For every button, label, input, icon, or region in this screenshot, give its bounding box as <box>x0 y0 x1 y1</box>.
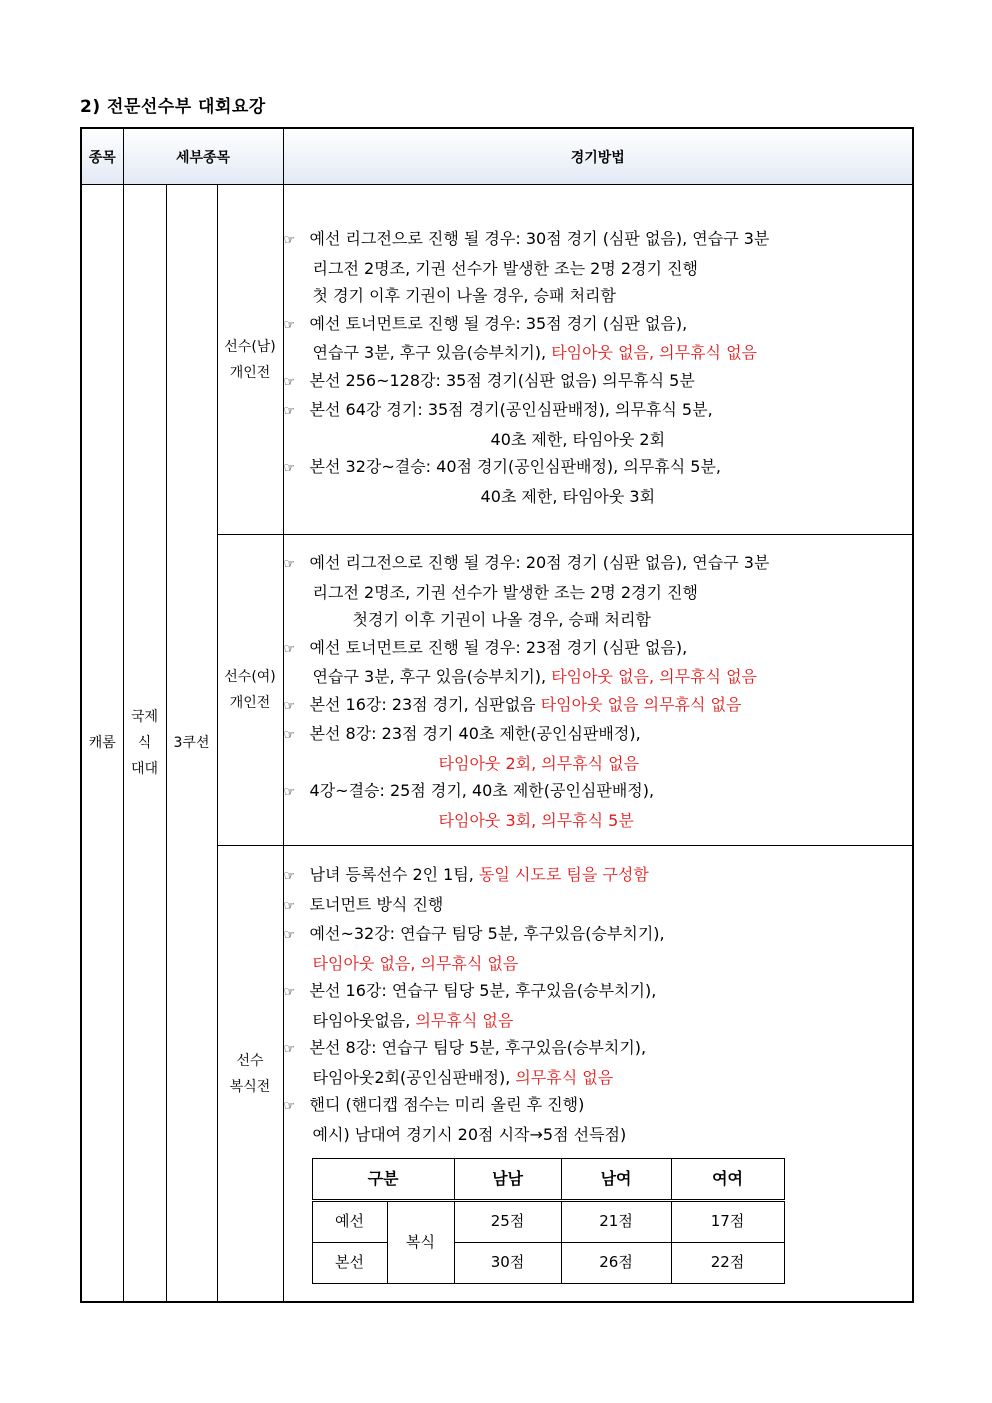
method-cell <box>283 185 913 535</box>
method-text: 첫경기 이후 기권이 나올 경우, 승패 처리함 <box>352 610 651 629</box>
highlight-text: 동일 시도로 팀을 구성함 <box>478 865 649 884</box>
method-text: 예선 리그전으로 진행 될 경우: 30점 경기 (심판 없음), 연습구 3분 <box>309 229 770 248</box>
method-line <box>284 549 912 579</box>
method-text: 본선 8강: 연습구 팀당 5분, 후구있음(승부치기), <box>309 1038 647 1057</box>
method-text: 남녀 등록선수 2인 1팀, <box>309 865 479 884</box>
event-name-cell <box>217 535 283 846</box>
highlight-text: 타임아웃 2회, 의무휴식 없음 <box>438 753 640 773</box>
pointing-hand-icon: ☞ <box>283 461 296 476</box>
method-text: 40초 제한, 타임아웃 3회 <box>480 486 656 506</box>
pointing-hand-icon: ☞ <box>283 728 296 743</box>
method-line <box>284 750 912 778</box>
pointing-hand-icon: ☞ <box>283 317 296 333</box>
method-cell <box>283 846 913 1303</box>
event-name-cell <box>217 846 283 1303</box>
event-name-line: 선수(남) <box>224 338 276 355</box>
pointing-hand-icon: ☞ <box>283 785 296 800</box>
event-name-line: 복식전 <box>229 1078 271 1095</box>
method-text: 본선 64강 경기: 35점 경기(공인심판배정), 의무휴식 5분, <box>309 400 713 419</box>
method-text: 타임아웃없음, <box>312 1010 416 1030</box>
method-text: 본선 32강~결승: 40점 경기(공인심판배정), 의무휴식 5분, <box>309 457 721 476</box>
method-text: 연습구 3분, 후구 있음(승부치기), <box>312 343 552 362</box>
handicap-row <box>312 1201 784 1243</box>
handicap-table <box>312 1158 785 1284</box>
method-line <box>284 225 912 255</box>
method-line <box>284 861 912 891</box>
method-line <box>284 339 912 367</box>
method-text: 리그전 2명조, 기권 선수가 발생한 조는 2명 2경기 진행 <box>312 258 698 278</box>
method-text: 예선~32강: 연습구 팀당 5분, 후구있음(승부치기), <box>309 924 665 943</box>
pointing-hand-icon: ☞ <box>283 1042 296 1057</box>
method-text: 예선 토너먼트로 진행 될 경우: 23점 경기 (심판 없음), <box>309 637 688 657</box>
subcategory-line: 국제 <box>130 709 159 725</box>
handicap-header-cell: 남남 <box>454 1159 561 1201</box>
method-line <box>284 453 912 483</box>
handicap-value-cell: 30점 <box>454 1243 561 1284</box>
method-text: 토너먼트 방식 진행 <box>309 894 444 914</box>
method-line <box>284 920 912 950</box>
pointing-hand-icon: ☞ <box>283 233 296 248</box>
highlight-text: 타임아웃 3회, 의무휴식 5분 <box>438 810 634 830</box>
header-category: 종목 <box>81 128 123 185</box>
method-line <box>284 691 912 721</box>
handicap-stage-cell: 예선 <box>312 1201 387 1243</box>
method-line <box>284 1121 912 1149</box>
method-line <box>284 1034 912 1064</box>
pointing-hand-icon: ☞ <box>283 928 296 943</box>
handicap-value-cell: 25점 <box>454 1201 561 1243</box>
subcategory-line: 식 <box>137 735 152 751</box>
method-text: 예선 리그전으로 진행 될 경우: 20점 경기 (심판 없음), 연습구 3분 <box>309 553 770 572</box>
event-name-line: 개인전 <box>229 364 271 381</box>
highlight-text: 타임아웃 없음, 의무휴식 없음 <box>312 953 519 973</box>
method-line <box>284 579 912 607</box>
section-title: 2) 전문선수부 대회요강 <box>80 97 266 117</box>
header-subcategory: 세부종목 <box>123 128 283 185</box>
method-line <box>284 367 912 397</box>
method-line <box>284 720 912 750</box>
method-cell <box>283 535 913 846</box>
method-text: 타임아웃2회(공인심판배정), <box>312 1067 516 1087</box>
handicap-header-cell: 남여 <box>561 1159 671 1201</box>
handicap-row <box>312 1243 784 1284</box>
method-text: 본선 8강: 23점 경기 40초 제한(공인심판배정), <box>309 724 641 743</box>
highlight-text: 의무휴식 없음 <box>415 1010 514 1030</box>
pointing-hand-icon: ☞ <box>283 641 296 657</box>
header-row <box>81 128 913 185</box>
handicap-header-row <box>312 1159 784 1201</box>
method-text: 40초 제한, 타임아웃 2회 <box>490 429 666 449</box>
method-line <box>284 1064 912 1092</box>
method-line <box>284 950 912 978</box>
method-line <box>284 807 912 835</box>
method-text: 예시) 남대여 경기시 20점 시작→5점 선득점) <box>312 1124 627 1144</box>
subcategory-line: 대대 <box>130 761 159 777</box>
method-line <box>284 483 912 511</box>
pointing-hand-icon: ☞ <box>283 698 296 714</box>
method-line <box>284 1007 912 1035</box>
pointing-hand-icon: ☞ <box>283 404 296 419</box>
competition-table <box>80 127 914 1303</box>
method-text: 연습구 3분, 후구 있음(승부치기), <box>312 667 552 686</box>
event-name-line: 선수 <box>236 1052 264 1069</box>
highlight-text: 타임아웃 없음, 의무휴식 없음 <box>551 667 758 686</box>
pointing-hand-icon: ☞ <box>283 374 296 390</box>
handicap-value-cell: 26점 <box>561 1243 671 1284</box>
method-lines <box>284 225 912 510</box>
method-text: 본선 16강: 연습구 팀당 5분, 후구있음(승부치기), <box>309 981 657 1000</box>
handicap-merged-cell: 복식 <box>387 1201 454 1284</box>
method-line <box>284 977 912 1007</box>
method-line <box>284 606 912 634</box>
method-lines <box>284 861 912 1148</box>
method-text: 핸디 (핸디캡 점수는 미리 올린 후 진행) <box>309 1095 585 1114</box>
method-line <box>284 255 912 283</box>
event-name-line: 선수(여) <box>224 669 276 685</box>
method-text: 첫 경기 이후 기권이 나올 경우, 승패 처리함 <box>312 286 616 305</box>
method-line <box>284 396 912 426</box>
handicap-value-cell: 17점 <box>671 1201 784 1243</box>
subcategory-game-cell: 3쿠션 <box>166 185 217 1303</box>
method-line <box>284 282 912 310</box>
pointing-hand-icon: ☞ <box>283 1099 296 1114</box>
method-line <box>284 310 912 340</box>
method-line <box>284 891 912 921</box>
handicap-header-cell: 여여 <box>671 1159 784 1201</box>
event-name-line: 개인전 <box>229 695 271 711</box>
method-line <box>284 1091 912 1121</box>
method-text: 리그전 2명조, 기권 선수가 발생한 조는 2명 2경기 진행 <box>312 582 698 602</box>
method-line <box>284 663 912 691</box>
pointing-hand-icon: ☞ <box>283 869 296 884</box>
method-text: 4강~결승: 25점 경기, 40초 제한(공인심판배정), <box>309 781 655 800</box>
method-line <box>284 634 912 664</box>
subcategory-type-cell <box>123 185 166 1303</box>
pointing-hand-icon: ☞ <box>283 898 296 914</box>
method-text: 본선 256~128강: 35점 경기(심판 없음) 의무휴식 5분 <box>309 370 695 390</box>
handicap-value-cell: 22점 <box>671 1243 784 1284</box>
method-line <box>284 777 912 807</box>
handicap-value-cell: 21점 <box>561 1201 671 1243</box>
highlight-text: 타임아웃 없음, 의무휴식 없음 <box>551 343 758 362</box>
event-name-cell <box>217 185 283 535</box>
pointing-hand-icon: ☞ <box>283 557 296 572</box>
method-text: 예선 토너먼트로 진행 될 경우: 35점 경기 (심판 없음), <box>309 313 688 333</box>
method-lines <box>284 549 912 834</box>
highlight-text: 의무휴식 없음 <box>515 1067 614 1087</box>
handicap-stage-cell: 본선 <box>312 1243 387 1284</box>
header-method: 경기방법 <box>283 128 913 185</box>
method-text: 본선 16강: 23점 경기, 심판없음 <box>309 694 541 714</box>
event-row-men <box>81 185 913 535</box>
method-line <box>284 426 912 454</box>
pointing-hand-icon: ☞ <box>283 985 296 1000</box>
handicap-header-cell: 구분 <box>312 1159 454 1201</box>
highlight-text: 타임아웃 없음 의무휴식 없음 <box>540 694 742 714</box>
category-cell: 캐롬 <box>81 185 123 1303</box>
